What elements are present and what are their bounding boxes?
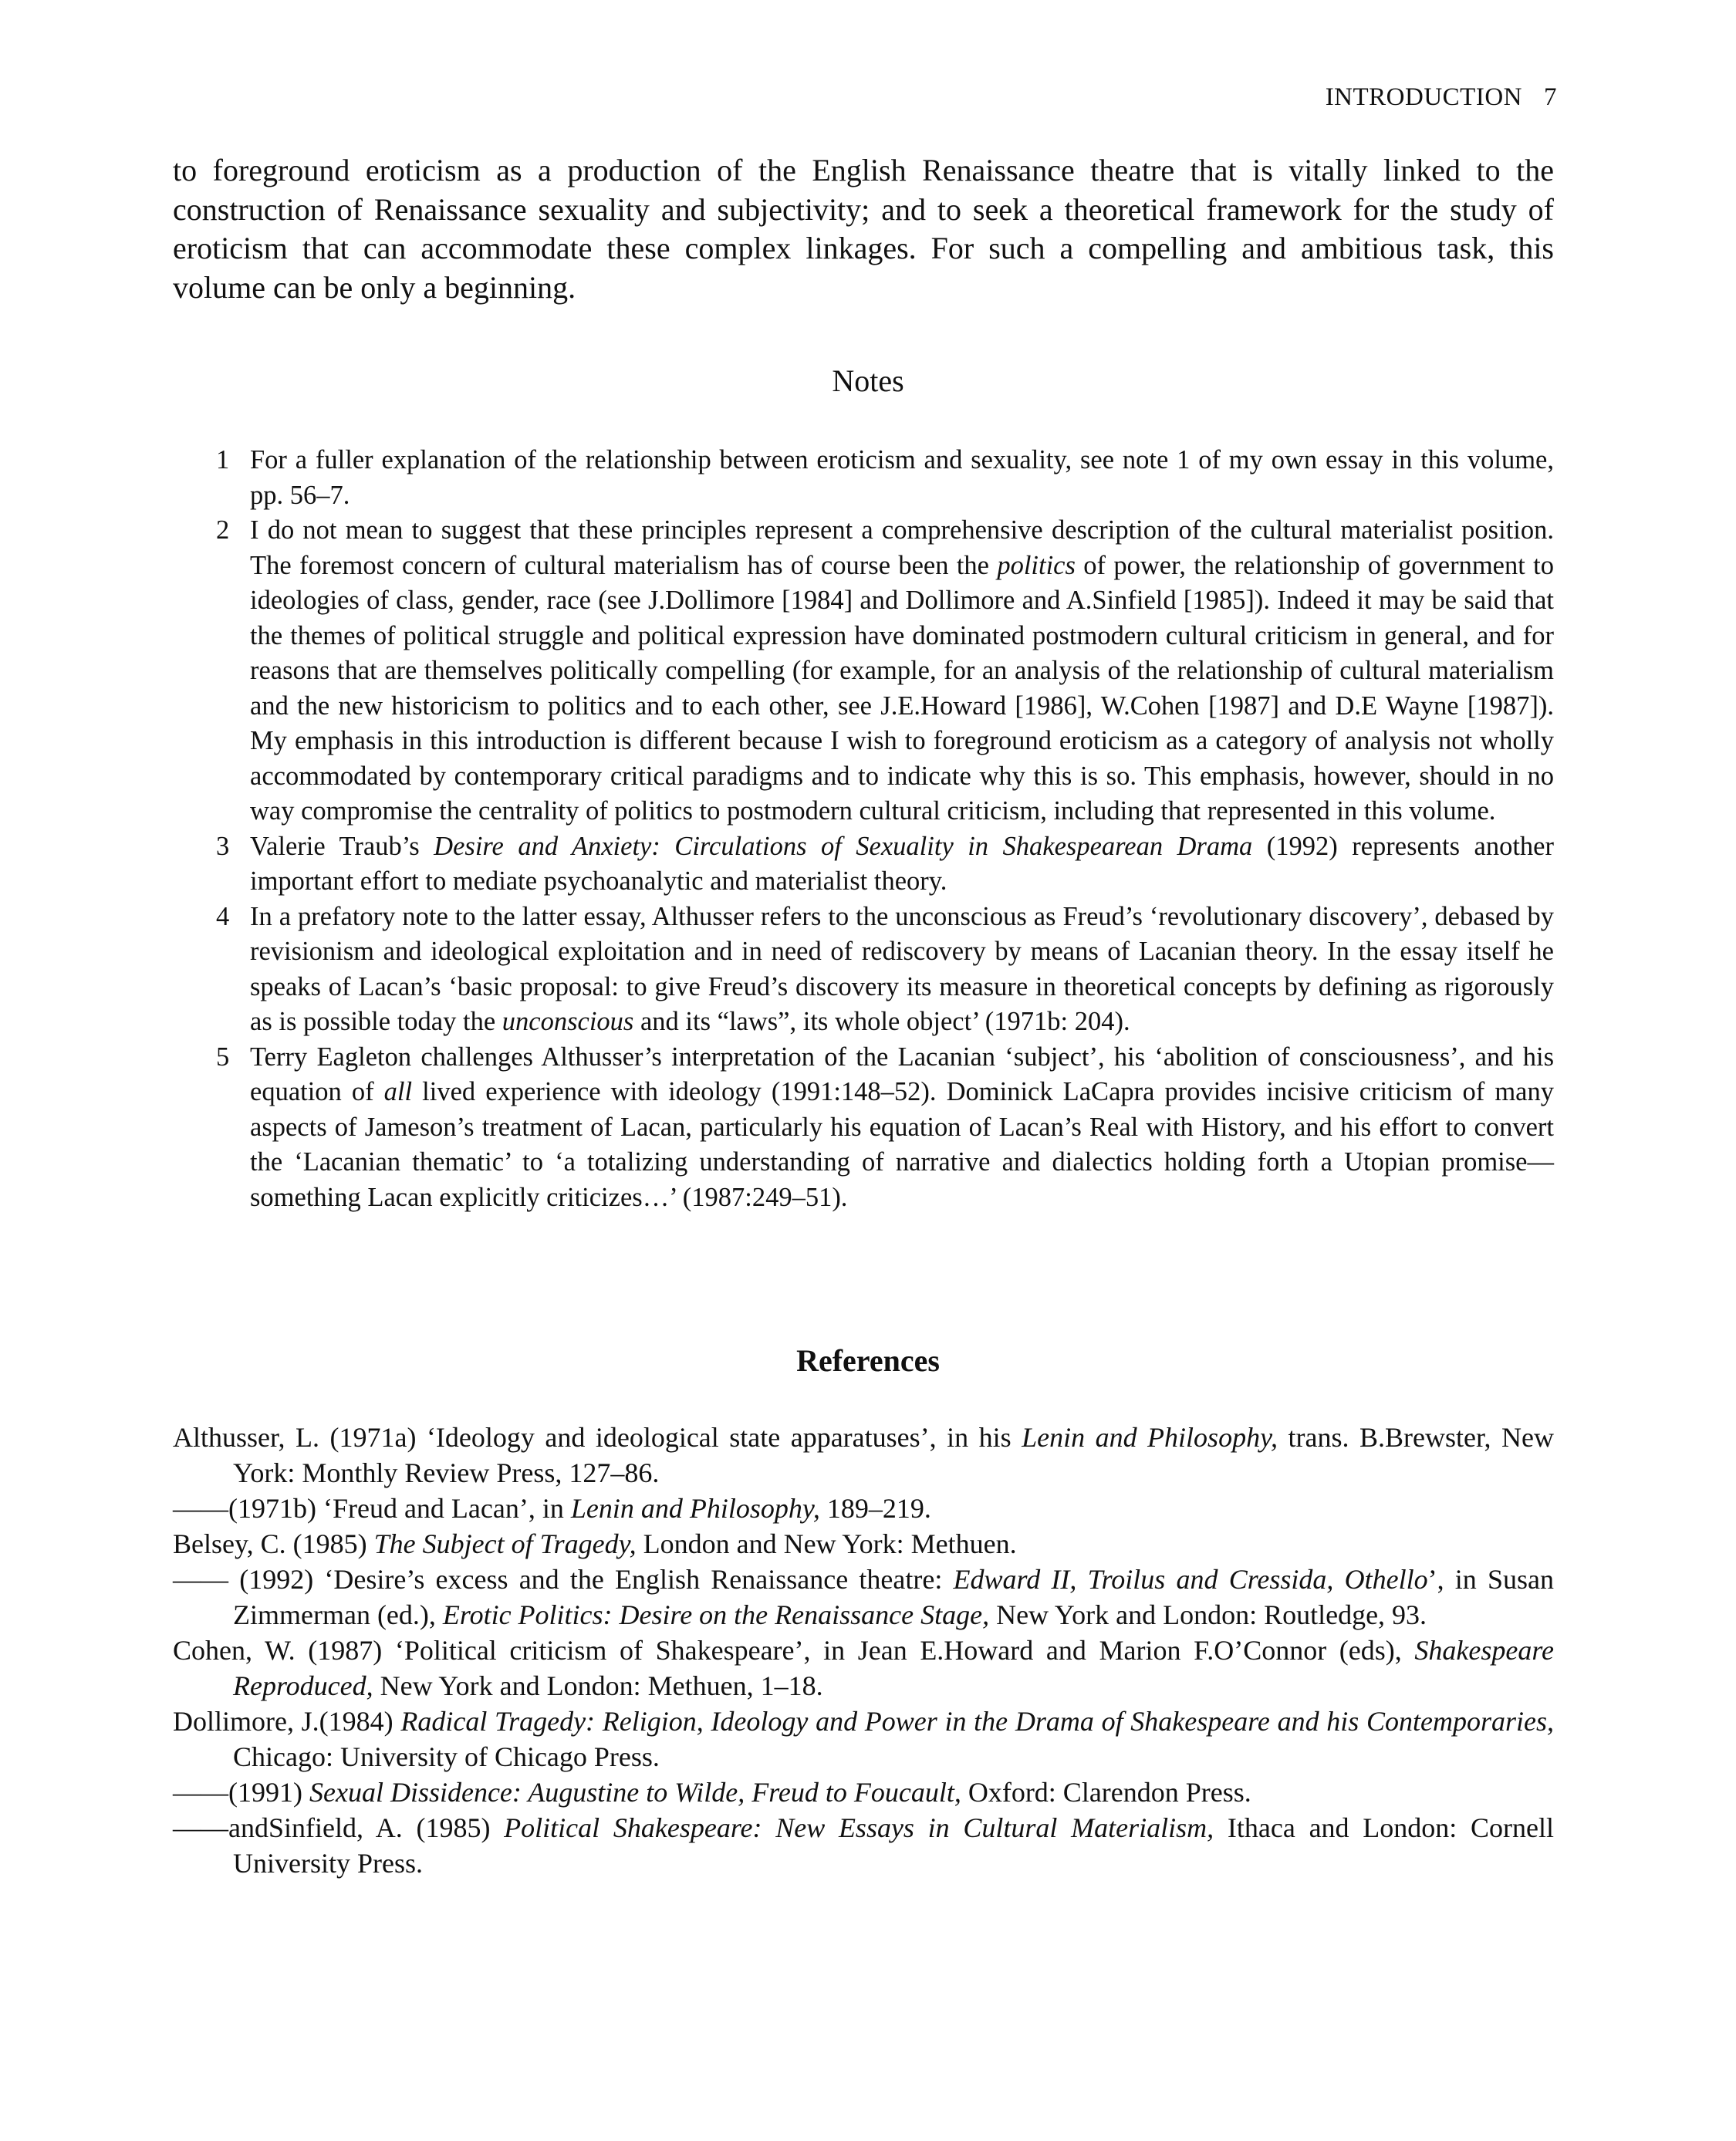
note-text: (1992) represents another important effort to mediate psychoanalytic and materialist theory. [250,831,1554,896]
page-number: 7 [1544,83,1557,111]
reference-title: Radical Tragedy: Religion, Ideology and Power in the Drama of Shakespeare and his Contemporaries, [400,1706,1554,1737]
reference-text: ——andSinfield, A. (1985) [173,1812,505,1843]
reference-title: The Subject of Tragedy, [373,1528,637,1559]
reference-text: trans. B.Brewster, New York: Monthly Review Press, 127–86. [233,1422,1554,1488]
reference-text: Cohen, W. (1987) ‘Political criticism of Shakespeare’, in Jean E.Howard and Marion F.O’Connor (eds), [173,1635,1415,1666]
note-number: 4 [216,901,230,931]
reference-item [173,1633,1554,1704]
reference-text: Oxford: Clarendon Press. [961,1777,1251,1808]
references-list [173,1420,1554,1881]
reference-text: —— (1992) ‘Desire’s excess and the English Renaissance theatre: [173,1564,954,1595]
note-item [173,513,1554,829]
reference-title: Sexual Dissidence: Augustine to Wilde, Freud to Foucault, [309,1777,961,1808]
note-italic: unconscious [502,1007,634,1036]
note-item [173,443,1554,513]
note-item [173,1040,1554,1216]
reference-text: Dollimore, J.(1984) [173,1706,401,1737]
running-head [1326,83,1557,112]
note-italic: Desire and Anxiety: Circulations of Sexuality in Shakespearean Drama [434,831,1253,861]
note-text: Valerie Traub’s [250,831,434,861]
reference-title: Shakespeare Reproduced, [233,1635,1554,1701]
reference-title: Lenin and Philosophy, [570,1493,820,1524]
reference-text: ——(1991) [173,1777,309,1808]
reference-text: ’, in Susan Zimmerman (ed.), [233,1564,1554,1630]
references-heading: References [796,1343,940,1378]
reference-item [173,1420,1554,1491]
note-text: I do not mean to suggest that these principles represent a comprehensive description of the cultural materialist position. The foremost concern of cultural materialism has of course been the [250,515,1554,580]
reference-text: 189–219. [819,1493,931,1524]
reference-text: ——(1971b) ‘Freud and Lacan’, in [173,1493,571,1524]
reference-title: Edward II, Troilus and Cressida, Othello [953,1564,1428,1595]
reference-item [173,1562,1554,1633]
note-text: Terry Eagleton challenges Althusser’s interpretation of the Lacanian ‘subject’, his ‘abolition of consciousness’, and his equation of [250,1042,1554,1106]
reference-title: Political Shakespeare: New Essays in Cultural Materialism, [504,1812,1214,1843]
note-number: 3 [216,831,230,861]
reference-item [173,1704,1554,1775]
note-number: 1 [216,445,230,474]
reference-text: Althusser, L. (1971a) ‘Ideology and ideological state apparatuses’, in his [173,1422,1022,1453]
reference-text: Ithaca and London: Cornell University Press. [233,1812,1554,1879]
reference-item [173,1526,1554,1562]
note-number: 5 [216,1042,230,1072]
reference-item [173,1775,1554,1810]
note-item [173,900,1554,1040]
reference-title: Lenin and Philosophy, [1022,1422,1278,1453]
section-title: INTRODUCTION [1325,83,1522,111]
note-text: In a prefatory note to the latter essay, Althusser refers to the unconscious as Freud’s ‘revolutionary discovery’, debased by revisionism and ideological exploitation and in need of rediscovery by means of Lacanian theory. In the essay itself he speaks of Lacan’s ‘basic proposal: to give Freud’s discovery its measure in theoretical concepts by defining as rigorously as is possible today the [250,901,1554,1036]
note-item [173,829,1554,900]
note-text: For a fuller explanation of the relationship between eroticism and sexuality, see note 1 of my own essay in this volume, pp. 56–7. [250,445,1554,510]
note-italic: politics [997,550,1076,580]
note-italic: all [383,1077,413,1106]
notes-heading: Notes [832,363,904,398]
note-number: 2 [216,515,230,545]
reference-title: Erotic Politics: Desire on the Renaissance Stage, [442,1599,990,1630]
reference-text: New York and London: Methuen, 1–18. [373,1670,823,1701]
intro-paragraph: to foreground eroticism as a production of the English Renaissance theatre that is vitally linked to the construction of Renaissance sexuality and subjectivity; and to seek a theoretical framework for the study of eroticism that can accommodate these complex linkages. For such a compelling and ambitious task, this volume can be only a beginning. [173,153,1554,305]
reference-text: London and New York: Methuen. [636,1528,1017,1559]
reference-item [173,1491,1554,1526]
reference-item [173,1810,1554,1881]
note-text: lived experience with ideology (1991:148–52). Dominick LaCapra provides incisive criticism of many aspects of Jameson’s treatment of Lacan, particularly his equation of Lacan’s Real with History, and his effort to convert the ‘Lacanian thematic’ to ‘a totalizing understanding of narrative and dialectics holding forth a Utopian promise— something Lacan explicitly criticizes…’ (1987:249–51). [250,1077,1554,1212]
note-text: of power, the relationship of government to ideologies of class, gender, race (see J.Dollimore [1984] and Dollimore and A.Sinfield [1985]). Indeed it may be said that the themes of political struggle and political expression have dominated postmodern cultural criticism in general, and for reasons that are themselves politically compelling (for example, for an analysis of the relationship of cultural materialism and the new historicism to politics and to each other, see J.E.Howard [1986], W.Cohen [1987] and D.E Wayne [1987]). My emphasis in this introduction is different because I wish to foreground eroticism as a category of analysis not wholly accommodated by contemporary critical paradigms and to indicate why this is so. This emphasis, however, should in no way compromise the centrality of politics to postmodern cultural criticism, including that represented in this volume. [250,550,1554,826]
reference-text: New York and London: Routledge, 93. [989,1599,1427,1630]
reference-text: Chicago: University of Chicago Press. [233,1741,660,1772]
note-text: and its “laws”, its whole object’ (1971b: 204). [633,1007,1130,1036]
notes-list [173,443,1554,1215]
reference-text: Belsey, C. (1985) [173,1528,374,1559]
